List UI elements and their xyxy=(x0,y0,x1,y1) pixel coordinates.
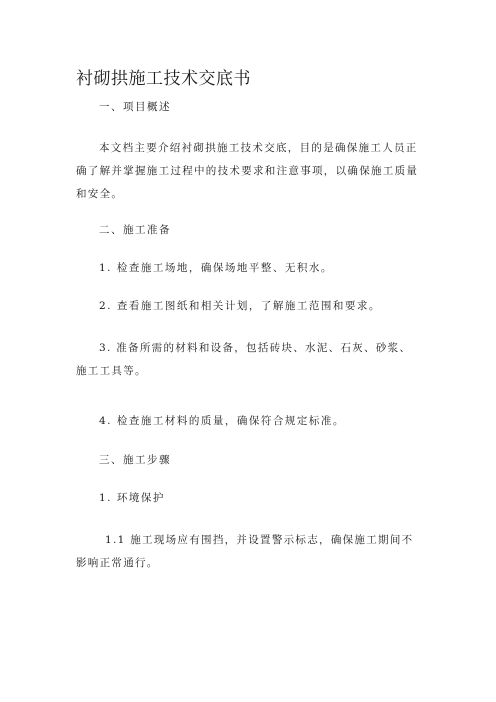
step-heading-environment: 1. 环境保护 xyxy=(99,492,165,504)
overview-paragraph: 本文档主要介绍衬砌拱施工技术交底，目的是确保施工人员正确了解并掌握施工过程中的技术要求和注意事项，以确保施工质量和安全。 xyxy=(76,142,419,200)
step-1-1-paragraph: 1.1 施工现场应有围挡，并设置警示标志，确保施工期间不影响正常通行。 xyxy=(76,534,414,569)
prep-item-3: 3. 准备所需的材料和设备，包括砖块、水泥、石灰、砂浆、施工工具等。 xyxy=(76,342,412,377)
prep-item-1: 1. 检查施工场地，确保场地平整、无积水。 xyxy=(99,262,333,274)
document-title: 衬砌拱施工技术交底书 xyxy=(76,69,251,89)
prep-item-2: 2. 查看施工图纸和相关计划，了解施工范围和要求。 xyxy=(99,300,381,312)
prep-item-4: 4. 检查施工材料的质量，确保符合规定标准。 xyxy=(99,415,345,427)
section-heading-overview: 一、项目概述 xyxy=(99,101,171,113)
section-heading-preparation: 二、施工准备 xyxy=(99,224,171,236)
section-heading-steps: 三、施工步骤 xyxy=(99,454,171,466)
